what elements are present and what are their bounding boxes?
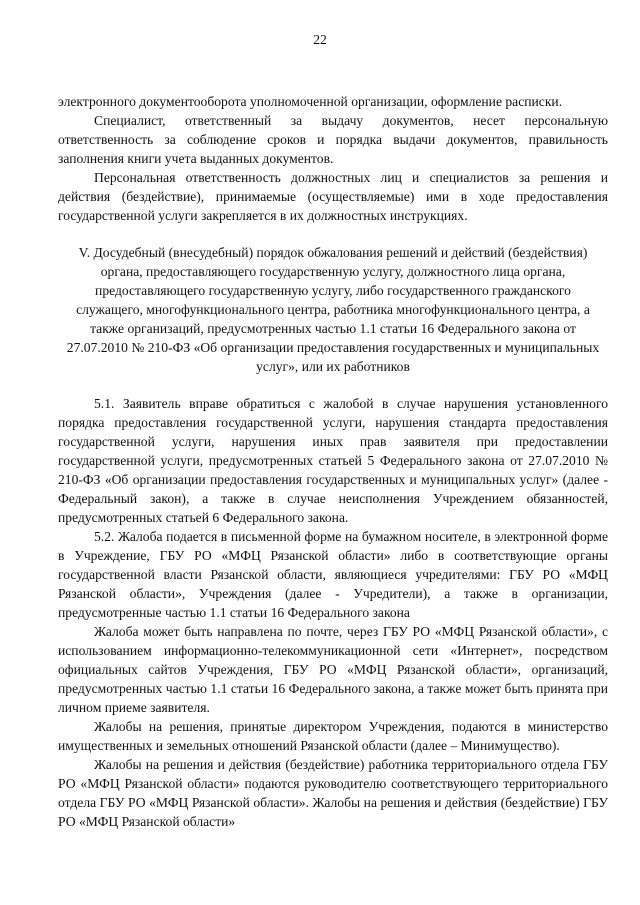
paragraph-specialist-responsibility: Специалист, ответственный за выдачу документов, несет персональную ответственность за соблюдение сроков и порядка выдачи документов, правильность заполнения книги учета выданных документов.: [58, 113, 608, 166]
paragraph-submission-channels: Жалоба может быть направлена по почте, через ГБУ РО «МФЦ Рязанской области», с использованием информационно-телекоммуникационной сети «Интернет», посредством официальных сайтов Учреждения, ГБУ РО «МФЦ Рязанской области», организаций, предусмотренных частью 1.1 статьи 16 Федерального закона, а также может быть принята при личном приеме заявителя.: [58, 624, 608, 715]
paragraph-mfc-complaints: Жалобы на решения и действия (бездействие) работника территориального отдела ГБУ РО «МФЦ Рязанской области» подаются руководителю соответствующего территориального отдела ГБУ РО «МФЦ Рязанской области». Жалобы на решения и действия (бездействие) ГБУ РО «МФЦ Рязанской области»: [58, 757, 608, 829]
page-number: 22: [313, 32, 327, 47]
document-body: [58, 92, 608, 831]
paragraph-continuation: электронного документооборота уполномоченной организации, оформление расписки.: [58, 94, 563, 109]
section-heading: V. Досудебный (внесудебный) порядок обжалования решений и действий (бездействия) органа, предоставляющего государственную услугу, должностного лица органа, предоставляющего государственную услугу, либо государственного гражданского служащего, многофункционального центра, работника многофункционального центра, а также организаций, предусмотренных частью 1.1 статьи 16 Федерального закона от 27.07.2010 № 210-ФЗ «Об организации предоставления государственных и муниципальных услуг», или их работников: [66, 245, 600, 374]
paragraph-personal-responsibility: Персональная ответственность должностных лиц и специалистов за решения и действия (бездействие), принимаемые (осуществляемые) ими в ходе предоставления государственной услуги закрепляется в их должностных инструкциях.: [58, 170, 608, 223]
paragraph-director-complaints: Жалобы на решения, принятые директором Учреждения, подаются в министерство имущественных и земельных отношений Рязанской области (далее – Минимущество).: [58, 719, 608, 753]
paragraph-5-1: 5.1. Заявитель вправе обратиться с жалобой в случае нарушения установленного порядка предоставления государственной услуги, нарушения стандарта предоставления государственной услуги, нарушения иных прав заявителя при предоставлении государственной услуги, предусмотренных статьей 5 Федерального закона от 27.07.2010 № 210-ФЗ «Об организации предоставления государственных и муниципальных услуг» (далее - Федеральный закон), а также в случае неисполнения Учреждением обязанностей, предусмотренных статьей 6 Федерального закона.: [58, 396, 608, 525]
paragraph-5-2: 5.2. Жалоба подается в письменной форме на бумажном носителе, в электронной форме в Учреждение, ГБУ РО «МФЦ Рязанской области» либо в соответствующие органы государственной власти Рязанской области, являющиеся учредителями: ГБУ РО «МФЦ Рязанской области», Учреждения (далее - Учредители), а также в организации, предусмотренные частью 1.1 статьи 16 Федерального закона: [58, 529, 608, 620]
